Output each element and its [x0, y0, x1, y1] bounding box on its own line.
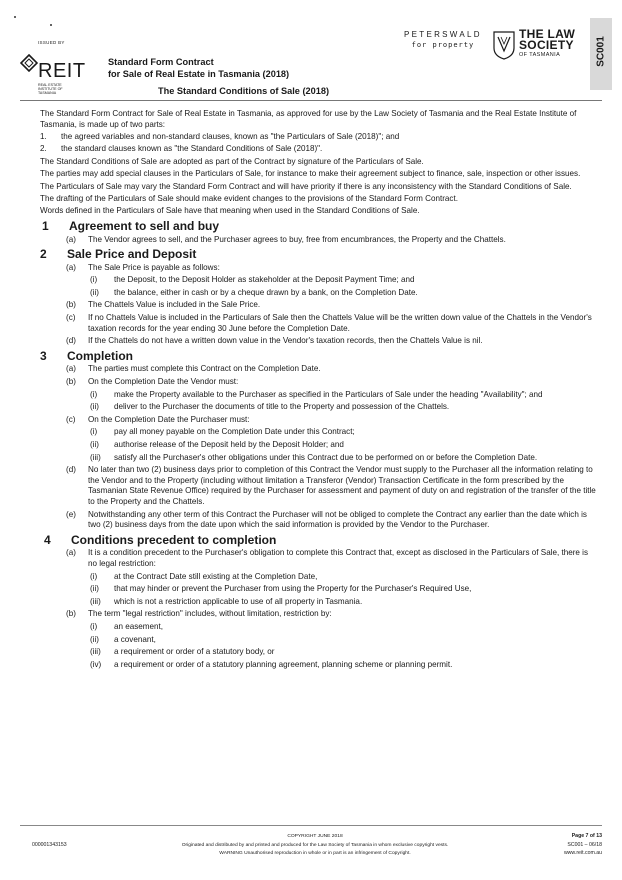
subclause-item — [90, 440, 596, 451]
clause-text: If no Chattels Value is included in the Particulars of Sale then the Chattels Value will be the written down value of the Chattels in the Vendor's taxation records for the year ending 30 June before the Completion Date. — [88, 313, 592, 333]
subclause-text: a requirement or order of a statutory body, or — [114, 647, 275, 657]
clause-label: (c) — [66, 414, 76, 424]
subclause-label: (i) — [90, 427, 98, 437]
subclause-label: (iii) — [90, 647, 101, 657]
list-text: the agreed variables and non-standard clauses, known as "the Particulars of Sale (2018)"; and — [61, 131, 400, 141]
clause-label: (a) — [66, 548, 76, 558]
clause-item — [66, 609, 596, 620]
clause-label: (d) — [66, 465, 76, 475]
subclause-label: (ii) — [90, 634, 99, 644]
subclause-label: (ii) — [90, 440, 99, 450]
contract-title-block — [108, 56, 329, 99]
section-title: Completion — [67, 348, 133, 363]
copyright-line: WARNING Unauthorised reproduction in whole or in part is an infringement of Copyright. — [219, 851, 411, 856]
clause-label: (a) — [66, 234, 76, 244]
document-body — [40, 109, 596, 672]
clause-item — [66, 465, 596, 507]
law-society-line-2: SOCIETY — [519, 38, 574, 52]
clause-item — [66, 364, 596, 375]
section-number: 2 — [40, 247, 47, 262]
title-line-2: for Sale of Real Estate in Tasmania (2018) — [108, 69, 290, 79]
law-society-shield-icon — [492, 30, 516, 60]
section-title: Agreement to sell and buy — [69, 218, 220, 233]
clause-item — [66, 548, 596, 569]
subclause-text: make the Property available to the Purchaser as specified in the Particulars of Sale under the heading "Availability"; and — [114, 389, 543, 399]
subclause-text: that may hinder or prevent the Purchaser from using the Property for the Purchaser's Required Use, — [114, 584, 472, 594]
law-society-logo — [519, 29, 575, 59]
section-heading — [40, 348, 596, 363]
clause-text: The term "legal restriction" includes, without limitation, restriction by: — [88, 609, 332, 619]
clause-text: On the Completion Date the Vendor must: — [88, 377, 239, 387]
subclause-item — [90, 622, 596, 633]
scan-speck — [50, 24, 52, 26]
subclause-item — [90, 288, 596, 299]
clause-label: (a) — [66, 262, 76, 272]
subclause-text: at the Contract Date still existing at the Completion Date, — [114, 571, 318, 581]
subclause-label: (ii) — [90, 584, 99, 594]
subclause-item — [90, 453, 596, 464]
reit-wordmark: REIT — [38, 60, 86, 82]
title-line-1: Standard Form Contract — [108, 57, 214, 67]
subclause-item — [90, 427, 596, 438]
form-code: SC001 – 06/18 — [567, 841, 602, 848]
clause-label: (b) — [66, 609, 76, 619]
clause-item — [66, 336, 596, 347]
clause-item — [66, 510, 596, 531]
website-url: www.reit.com.au — [563, 850, 602, 856]
section-title: Conditions precedent to completion — [71, 532, 277, 547]
clause-item — [66, 415, 596, 426]
clause-label: (e) — [66, 509, 76, 519]
section-title: Sale Price and Deposit — [67, 247, 197, 262]
clause-text: On the Completion Date the Purchaser must: — [88, 414, 250, 424]
clause-text: The Vendor agrees to sell, and the Purchaser agrees to buy, free from encumbrances, the Property and the Chattels. — [88, 234, 506, 244]
clause-text: The Chattels Value is included in the Sale Price. — [88, 300, 261, 310]
intro-paragraph: The Standard Form Contract for Sale of Real Estate in Tasmania, as approved for use by the Law Society of Tasmania and the Real Estate Institute of Tasmania, is made up of two parts: — [40, 109, 577, 129]
law-society-line-3: OF TASMANIA — [519, 52, 561, 58]
subclause-label: (i) — [90, 621, 98, 631]
subclause-item — [90, 660, 596, 671]
clause-label: (b) — [66, 377, 76, 387]
document-code-tab — [590, 18, 612, 90]
subclause-label: (i) — [90, 275, 98, 285]
intro-list-item — [40, 144, 596, 155]
list-number: 1. — [40, 131, 47, 141]
subclause-text: which is not a restriction applicable to use of all property in Tasmania. — [114, 596, 363, 606]
clause-item — [66, 300, 596, 311]
section-heading — [42, 218, 596, 233]
section-number: 3 — [40, 348, 47, 363]
subclause-text: the balance, either in cash or by a cheque drawn by a bank, on the Completion Date. — [114, 287, 418, 297]
intro-paragraph: The Particulars of Sale may vary the Standard Form Contract and will have priority if there is any inconsistency with the Standard Conditions of Sale. — [40, 181, 572, 191]
peterswald-name: PETERSWALD — [404, 30, 482, 39]
clause-label: (d) — [66, 336, 76, 346]
section-number: 4 — [44, 532, 51, 547]
clause-text: Notwithstanding any other term of this Contract the Purchaser will not be obliged to complete the Contract any earlier than the date which is two (2) business days from the date upon which the said information is provided by the Vendor to the Purchaser. — [88, 509, 587, 530]
clause-label: (a) — [66, 364, 76, 374]
subclause-label: (iv) — [90, 659, 102, 669]
reit-logo — [20, 50, 90, 96]
page-subtitle: The Standard Conditions of Sale (2018) — [158, 86, 330, 96]
subclause-text: authorise release of the Deposit held by the Deposit Holder; and — [114, 440, 344, 450]
page-info — [530, 832, 602, 858]
clause-item — [66, 235, 596, 246]
clause-text: No later than two (2) business days prior to completion of this Contract the Vendor must supply to the Purchaser all the information relating to the Vendor and to the Property (including without limitation a Transferor (Vendor) Transaction Certificate in the form prescribed by the Tasmanian State Revenue Office) required by the Purchaser for assessment and payment of duty on and registration of the transfer of the title to the Property and the Chattels. — [88, 465, 596, 506]
copyright-line: COPYRIGHT JUNE 2018 — [287, 834, 343, 839]
intro-paragraph: The drafting of the Particulars of Sale should make evident changes to the provisions of the Standard Form Contract. — [40, 193, 458, 203]
peterswald-logo — [404, 30, 482, 49]
subclause-item — [90, 647, 596, 658]
subclause-item — [90, 390, 596, 401]
clause-text: The parties must complete this Contract on the Completion Date. — [88, 364, 321, 374]
section-number: 1 — [42, 218, 49, 233]
list-text: the standard clauses known as "the Standard Conditions of Sale (2018)". — [61, 144, 323, 154]
subclause-text: deliver to the Purchaser the documents of title to the Property and possession of the Chattels. — [114, 402, 450, 412]
clause-item — [66, 313, 596, 334]
clause-label: (c) — [66, 313, 76, 323]
subclause-item — [90, 572, 596, 583]
header-divider — [20, 100, 602, 101]
subclause-item — [90, 275, 596, 286]
subclause-label: (i) — [90, 389, 98, 399]
reit-diamond-icon — [20, 54, 38, 72]
footer-divider — [20, 825, 602, 826]
subclause-item — [90, 635, 596, 646]
subclause-text: an easement, — [114, 621, 164, 631]
subclause-label: (iii) — [90, 596, 101, 606]
subclause-text: pay all money payable on the Completion Date under this Contract; — [114, 427, 355, 437]
clause-text: It is a condition precedent to the Purchaser's obligation to complete this Contract that, except as disclosed in the Particulars of Sale, there is no legal restriction: — [88, 548, 589, 568]
subclause-text: the Deposit, to the Deposit Holder as stakeholder at the Deposit Payment Time; and — [114, 275, 415, 285]
subclause-text: satisfy all the Purchaser's other obligations under this Contract due to be performed on or before the Completion Date. — [114, 452, 538, 462]
page-number: Page 7 of 13 — [571, 833, 602, 839]
copyright-notice — [150, 833, 480, 859]
subclause-label: (ii) — [90, 287, 99, 297]
law-society-line-1: THE LAW — [519, 27, 576, 41]
document-id: 000001343153 — [32, 842, 67, 848]
subclause-label: (ii) — [90, 402, 99, 412]
intro-paragraph: The Standard Conditions of Sale are adopted as part of the Contract by signature of the Particulars of Sale. — [40, 156, 424, 166]
clause-item — [66, 263, 596, 274]
intro-paragraph: The parties may add special clauses in the Particulars of Sale, for instance to make their agreement subject to finance, sale, inspection or other issues. — [40, 169, 581, 179]
clause-item — [66, 377, 596, 388]
intro-paragraph: Words defined in the Particulars of Sale have that meaning when used in the Standard Conditions of Sale. — [40, 206, 420, 216]
subclause-text: a requirement or order of a statutory planning agreement, planning scheme or planning permit. — [114, 659, 453, 669]
intro-list-item — [40, 132, 596, 143]
issued-by-label: ISSUED BY — [38, 40, 65, 45]
copyright-line: Originated and distributed by and printed and produced for the Law Society of Tasmania in whom exclusive copyright vests. — [181, 842, 449, 848]
subclause-item — [90, 584, 596, 595]
reit-subtitle: REAL ESTATE INSTITUTE OF TASMANIA — [38, 83, 63, 95]
subclause-item — [90, 402, 596, 413]
scan-speck — [14, 16, 16, 18]
clause-text: If the Chattels do not have a written down value in the Vendor's taxation records, then the Chattels Value is nil. — [88, 336, 483, 346]
subclause-label: (i) — [90, 571, 98, 581]
clause-label: (b) — [66, 300, 76, 310]
section-heading — [40, 249, 596, 260]
subclause-item — [90, 597, 596, 608]
section-heading — [44, 532, 596, 547]
document-code: SC001 — [595, 36, 607, 67]
list-number: 2. — [40, 144, 47, 154]
subclause-label: (iii) — [90, 452, 101, 462]
subclause-text: a covenant, — [114, 634, 156, 644]
clause-text: The Sale Price is payable as follows: — [88, 262, 220, 272]
peterswald-tagline: for property — [411, 41, 475, 49]
